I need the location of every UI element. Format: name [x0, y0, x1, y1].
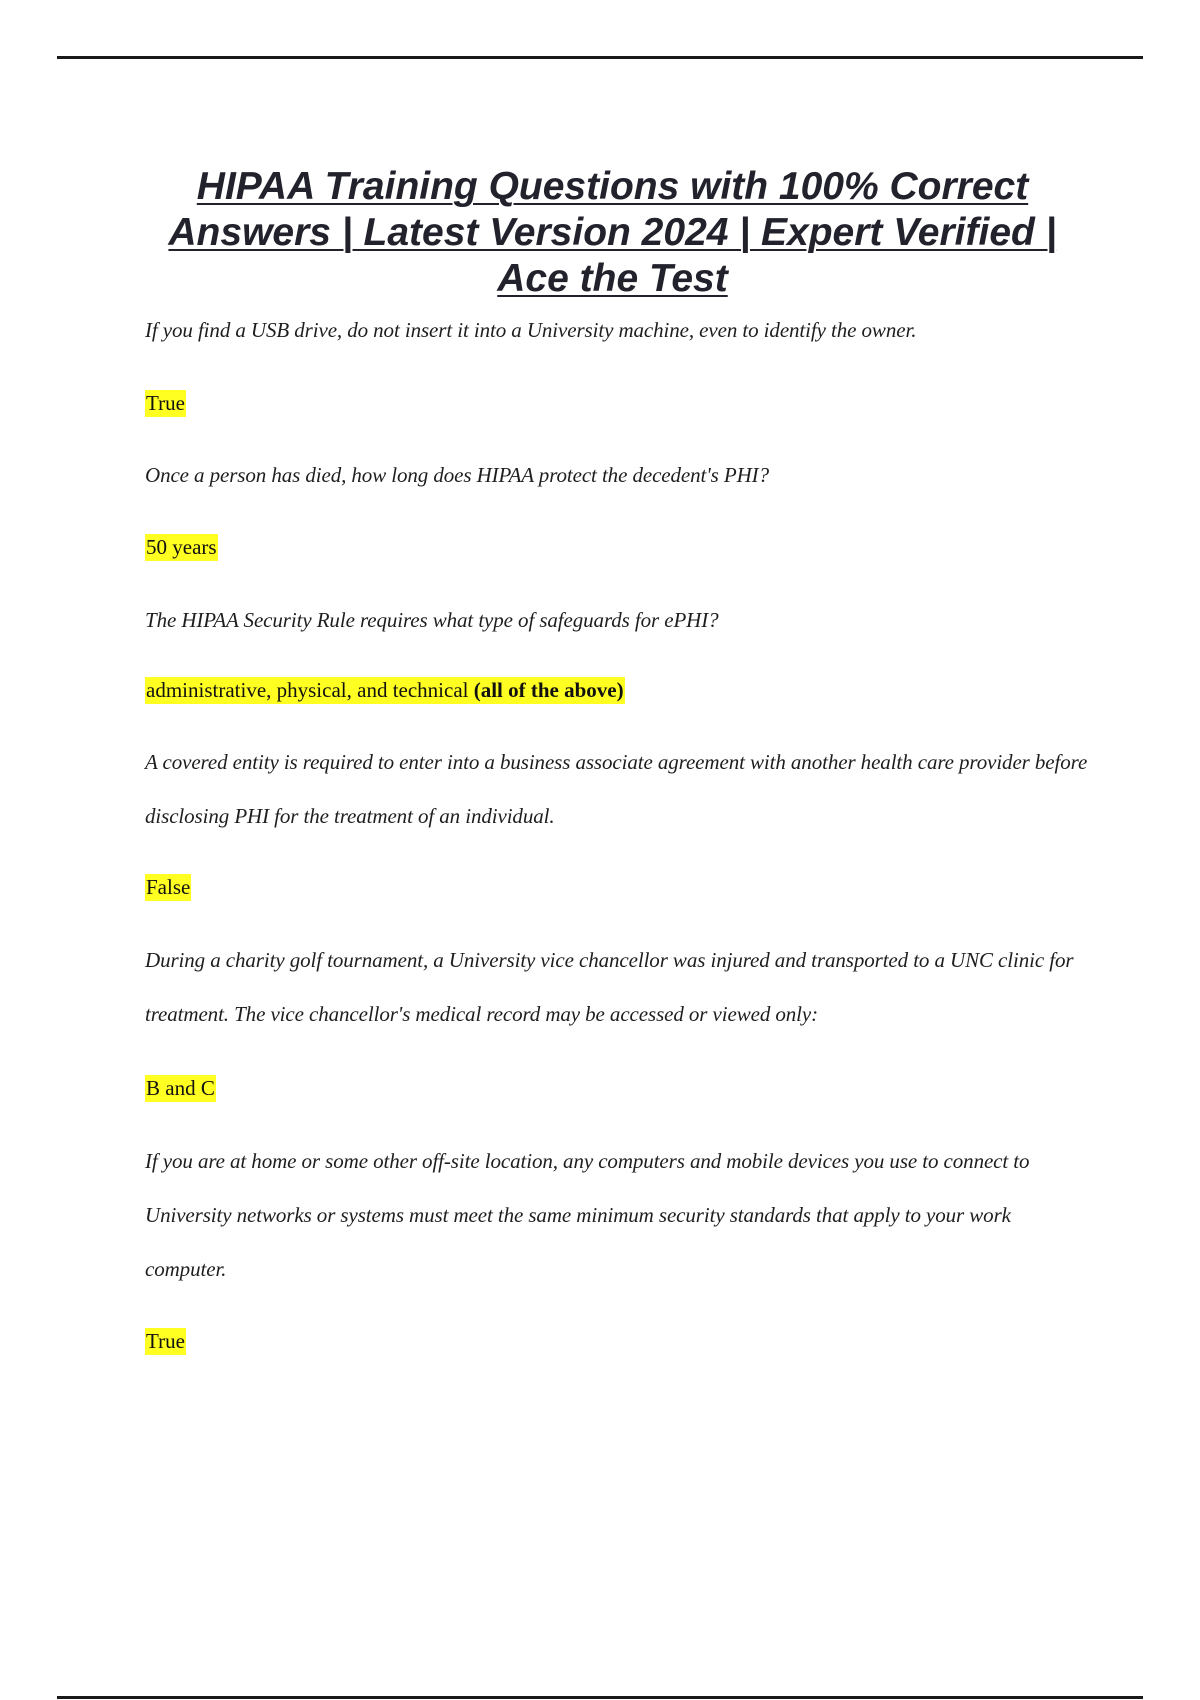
answer-5 [145, 1073, 216, 1103]
question-1: If you find a USB drive, do not insert it into a University machine, even to identify the owner. [145, 318, 917, 342]
answer-3-bold: (all of the above) [473, 678, 624, 702]
answer-5-highlight: B and C [146, 1076, 215, 1100]
question-4: A covered entity is required to enter into a business associate agreement with another health care provider before disclosing PHI for the treatment of an individual. [145, 750, 1088, 828]
answer-2 [145, 532, 218, 562]
header-rule [57, 56, 1143, 59]
answer-6-highlight: True [146, 1329, 185, 1353]
answer-3-text: administrative, physical, and technical [146, 678, 469, 702]
answer-3-highlight [145, 677, 625, 704]
answer-1 [145, 388, 186, 418]
question-5: During a charity golf tournament, a University vice chancellor was injured and transported to a UNC clinic for treatment. The vice chancellor's medical record may be accessed or viewed only: [145, 948, 1074, 1026]
footer-rule [57, 1696, 1143, 1699]
question-3: The HIPAA Security Rule requires what type of safeguards for ePHI? [145, 608, 719, 632]
answer-6 [145, 1326, 186, 1356]
answer-2-highlight: 50 years [146, 535, 217, 559]
answer-4 [145, 872, 191, 902]
question-2: Once a person has died, how long does HIPAA protect the decedent's PHI? [145, 463, 769, 487]
document-title: HIPAA Training Questions with 100% Correct Answers | Latest Version 2024 | Expert Verified | Ace the Test [168, 165, 1057, 301]
answer-3 [145, 675, 625, 705]
question-6: If you are at home or some other off-site location, any computers and mobile devices you use to connect to University networks or systems must meet the same minimum security standards that apply to your work computer. [145, 1149, 1030, 1281]
answer-1-highlight: True [146, 391, 185, 415]
answer-4-highlight: False [146, 875, 191, 899]
